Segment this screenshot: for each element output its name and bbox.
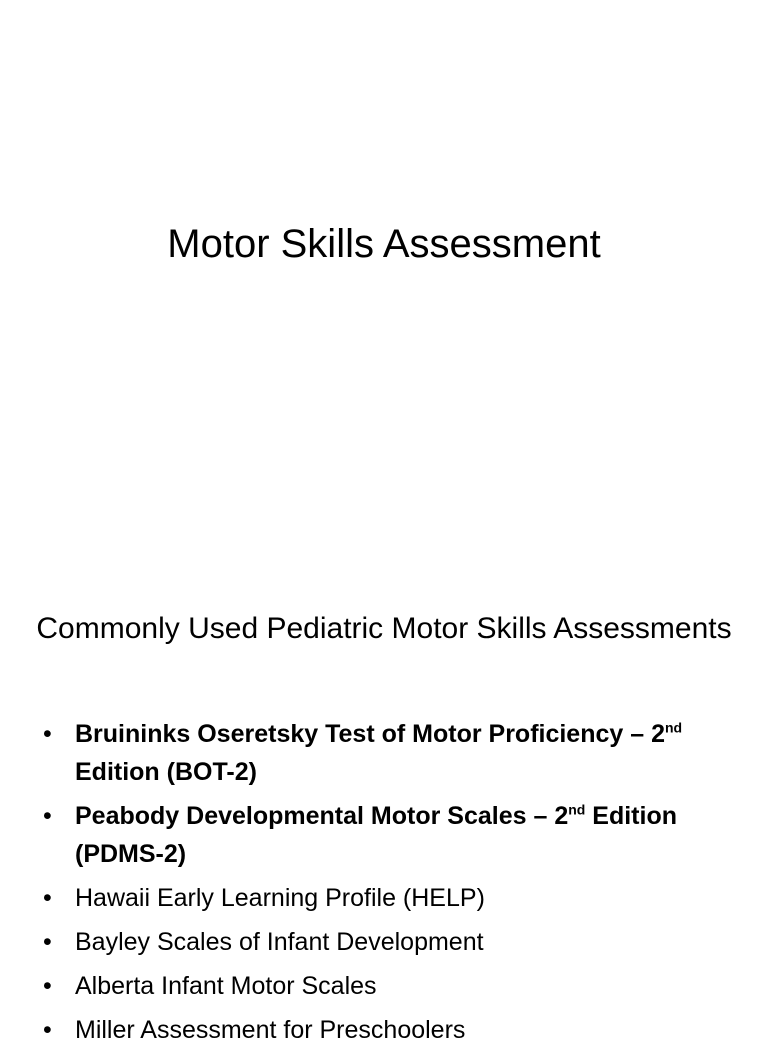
bullet-icon: • xyxy=(43,928,52,956)
slide-heading: Commonly Used Pediatric Motor Skills Assessments xyxy=(36,612,732,645)
list-item: • Bayley Scales of Infant Development xyxy=(0,923,768,961)
bullet-icon: • xyxy=(43,972,52,1000)
list-item: • Miller Assessment for Preschoolers xyxy=(0,1011,768,1049)
bullet-icon: • xyxy=(43,720,52,748)
slide-title: Motor Skills Assessment xyxy=(167,222,601,266)
list-item: • Bruininks Oseretsky Test of Motor Proficiency – 2nd Edition (BOT-2) xyxy=(0,715,768,791)
list-item: • Hawaii Early Learning Profile (HELP) xyxy=(0,879,768,917)
bullet-icon: • xyxy=(43,1016,52,1044)
list-item: • Peabody Developmental Motor Scales – 2nd Edition (PDMS-2) xyxy=(0,797,768,873)
assessment-list xyxy=(0,715,768,1055)
bullet-icon: • xyxy=(43,802,52,830)
list-item: • Alberta Infant Motor Scales xyxy=(0,967,768,1005)
bullet-icon: • xyxy=(43,884,52,912)
